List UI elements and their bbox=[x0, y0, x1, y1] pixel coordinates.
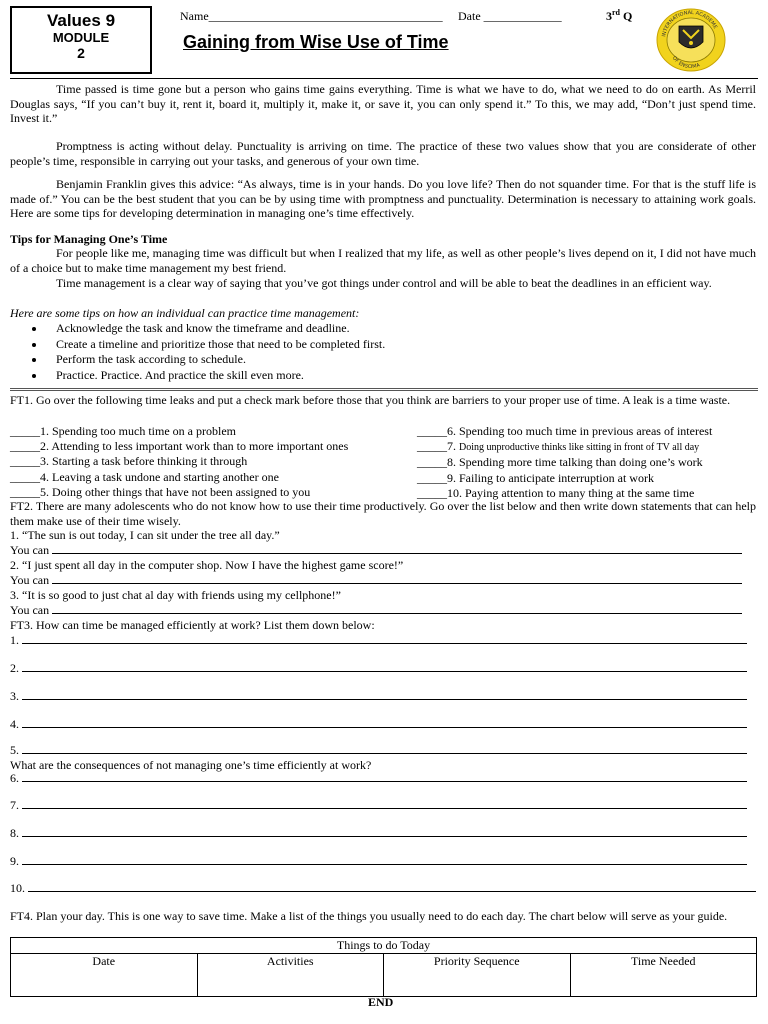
ft3-line-9[interactable] bbox=[10, 854, 747, 869]
end-label: END bbox=[368, 995, 394, 1009]
date-field[interactable]: Date _____________ bbox=[458, 9, 562, 23]
tips-p2-text: Time management is a clear way of saying that you’ve got things under control and will be able to beat the deadlines in an efficient way. bbox=[56, 276, 712, 290]
line-number: 7. bbox=[10, 798, 19, 812]
tip-item: • Create a timeline and prioritize those that need to be completed first. bbox=[46, 337, 746, 353]
ft1-item[interactable]: _____5. Doing other things that have not been assigned to you bbox=[10, 484, 311, 499]
line-number: 9. bbox=[10, 854, 19, 868]
ft1-left-column bbox=[10, 424, 348, 500]
col-date[interactable]: Date bbox=[11, 954, 198, 997]
module-label: MODULE bbox=[52, 30, 110, 45]
header-divider bbox=[10, 78, 758, 79]
section-divider bbox=[10, 388, 758, 391]
tips-paragraph-1 bbox=[10, 246, 756, 275]
you-can-label: You can bbox=[10, 573, 50, 587]
you-can-label: You can bbox=[10, 603, 50, 617]
intro-p3-text: Benjamin Franklin gives this advice: “As always, time is in your hands. Do you love life? Then do not squander time. For that is the stuff life is made of.” You can be the best student that you can be by using time with promptness and punctuality. Determination is necessary to attaining work goals. Here are some tips for developing determination in managing one’s time effectively. bbox=[10, 177, 756, 221]
intro-paragraph-3 bbox=[10, 177, 756, 221]
tips-p1-text: For people like me, managing time was difficult but when I realized that my life, as well as other people’s lives depend on it, I did not have much of a choice but to make time management my best friend. bbox=[10, 246, 756, 275]
quarter-q: Q bbox=[623, 9, 633, 23]
intro-paragraph-2 bbox=[10, 139, 756, 168]
line-number: 3. bbox=[10, 689, 19, 703]
tips-intro: Here are some tips on how an individual can practice time management: bbox=[10, 306, 360, 320]
col-activities[interactable]: Activities bbox=[197, 954, 384, 997]
ft2-item-1: 1. “The sun is out today, I can sit under the tree all day.” bbox=[10, 528, 280, 542]
ft3-line-2[interactable] bbox=[10, 661, 747, 676]
ft3-question-2: What are the consequences of not managing one’s time efficiently at work? bbox=[10, 758, 372, 772]
ft3-line-8[interactable] bbox=[10, 826, 747, 841]
line-number: 5. bbox=[10, 743, 19, 757]
answer-blank[interactable] bbox=[52, 583, 742, 584]
you-can-label: You can bbox=[10, 543, 50, 557]
line-number: 2. bbox=[10, 661, 19, 675]
ft3-line-5[interactable] bbox=[10, 743, 747, 758]
ft1-item[interactable]: _____9. Failing to anticipate interruption at work bbox=[417, 470, 654, 485]
intro-p2-text: Promptness is acting without delay. Punctuality is arriving on time. The practice of these two values show that you are considerate of other people’s time, responsible in carrying out your tasks, and generous of your own time. bbox=[10, 139, 756, 168]
ft1-item[interactable]: _____8. Spending more time talking than doing one’s work bbox=[417, 455, 703, 470]
tips-heading: Tips for Managing One’s Time bbox=[10, 232, 168, 246]
intro-paragraph-1 bbox=[10, 82, 756, 126]
school-logo-icon bbox=[655, 8, 727, 72]
name-field[interactable]: Name_______________________________________ bbox=[180, 9, 443, 23]
module-number: 2 bbox=[77, 45, 85, 61]
ft3-instruction: FT3. How can time be managed efficiently at work? List them down below: bbox=[10, 618, 375, 632]
ft3-line-7[interactable] bbox=[10, 798, 747, 813]
ft1-item[interactable]: _____1. Spending too much time on a problem bbox=[10, 424, 236, 438]
ft3-line-1[interactable] bbox=[10, 633, 747, 648]
line-number: 10. bbox=[10, 881, 25, 895]
ft1-item[interactable]: _____3. Starting a task before thinking it through bbox=[10, 454, 248, 469]
quarter-label bbox=[606, 8, 632, 24]
answer-blank[interactable] bbox=[22, 699, 747, 700]
ft4-instruction: FT4. Plan your day. This is one way to save time. Make a list of the things you usually need to do each day. The chart below will serve as your guide. bbox=[10, 909, 728, 923]
ft1-instruction: FT1. Go over the following time leaks and put a check mark before those that you think are barriers to your proper use of time. A leak is a time waste. bbox=[10, 393, 731, 407]
ft1-item[interactable]: _____6. Spending too much time in previous areas of interest bbox=[417, 424, 713, 438]
ft1-item-7-number: _____7. bbox=[417, 439, 459, 454]
answer-blank[interactable] bbox=[22, 808, 747, 809]
page-title: Gaining from Wise Use of Time bbox=[183, 32, 449, 52]
quarter-number: 3 bbox=[606, 9, 612, 23]
answer-blank[interactable] bbox=[22, 753, 747, 754]
line-number: 6. bbox=[10, 771, 19, 785]
answer-blank[interactable] bbox=[22, 864, 747, 865]
ft2-answer-2[interactable] bbox=[10, 573, 742, 588]
plan-table bbox=[10, 937, 757, 997]
tip-item: • Practice. Practice. And practice the skill even more. bbox=[46, 368, 746, 384]
ft1-item[interactable]: _____2. Attending to less important work than to more important ones bbox=[10, 439, 349, 454]
ft1-item-7[interactable] bbox=[417, 439, 712, 455]
ft2-item-2: 2. “I just spent all day in the computer shop. Now I have the highest game score!” bbox=[10, 558, 404, 572]
tips-paragraph-2 bbox=[10, 276, 756, 291]
ft1-item-7-text: Doing unproductive thinks like sitting in front of TV all day bbox=[459, 442, 700, 454]
line-number: 8. bbox=[10, 826, 19, 840]
ft3-line-10[interactable] bbox=[10, 881, 756, 896]
plan-table-title: Things to do Today bbox=[11, 938, 757, 954]
answer-blank[interactable] bbox=[52, 553, 742, 554]
ft1-item[interactable]: _____10. Paying attention to many thing at the same time bbox=[417, 485, 695, 500]
answer-blank[interactable] bbox=[22, 727, 747, 728]
ft2-item-3: 3. “It is so good to just chat al day with friends using my cellphone!” bbox=[10, 588, 341, 602]
ft2-answer-1[interactable] bbox=[10, 543, 742, 558]
ft1-item[interactable]: _____4. Leaving a task undone and starting another one bbox=[10, 469, 279, 484]
logo-text-bottom: OF ENSCIMA bbox=[670, 55, 701, 71]
answer-blank[interactable] bbox=[22, 836, 747, 837]
ft3-line-3[interactable] bbox=[10, 689, 747, 704]
ft2-answer-3[interactable] bbox=[10, 603, 742, 618]
quarter-suffix: rd bbox=[612, 8, 620, 17]
subject-label: Values 9 bbox=[46, 11, 116, 30]
col-priority-sequence[interactable]: Priority Sequence bbox=[384, 954, 571, 997]
answer-blank[interactable] bbox=[22, 643, 747, 644]
ft3-line-6[interactable] bbox=[10, 771, 747, 786]
logo-text-top: INTERNATIONAL ACADEME bbox=[661, 9, 719, 38]
ft3-line-4[interactable] bbox=[10, 717, 747, 732]
tip-item: • Perform the task according to schedule. bbox=[46, 352, 746, 368]
answer-blank[interactable] bbox=[22, 781, 747, 782]
intro-p1-text: Time passed is time gone but a person who gains time gains everything. Time is what we have to do, what we need to do on earth. As Merril Douglas says, “If you can’t buy it, rent it, board it, multiply it, make it, or save it, you can only spend it.” To this, we may add, “Don’t just spend time. Invest it.” bbox=[10, 82, 756, 126]
line-number: 4. bbox=[10, 717, 19, 731]
ft2-instruction: FT2. There are many adolescents who do not know how to use their time productively. Go over the list below and then write down statements that can help them make use of their time wisely. bbox=[10, 499, 756, 528]
col-time-needed[interactable]: Time Needed bbox=[570, 954, 757, 997]
module-box bbox=[10, 6, 152, 74]
answer-blank[interactable] bbox=[52, 613, 742, 614]
answer-blank[interactable] bbox=[28, 891, 756, 892]
answer-blank[interactable] bbox=[22, 671, 747, 672]
ft1-right-column bbox=[417, 424, 712, 501]
tip-item: • Acknowledge the task and know the timeframe and deadline. bbox=[46, 321, 746, 337]
line-number: 1. bbox=[10, 633, 19, 647]
tips-list bbox=[10, 321, 746, 383]
